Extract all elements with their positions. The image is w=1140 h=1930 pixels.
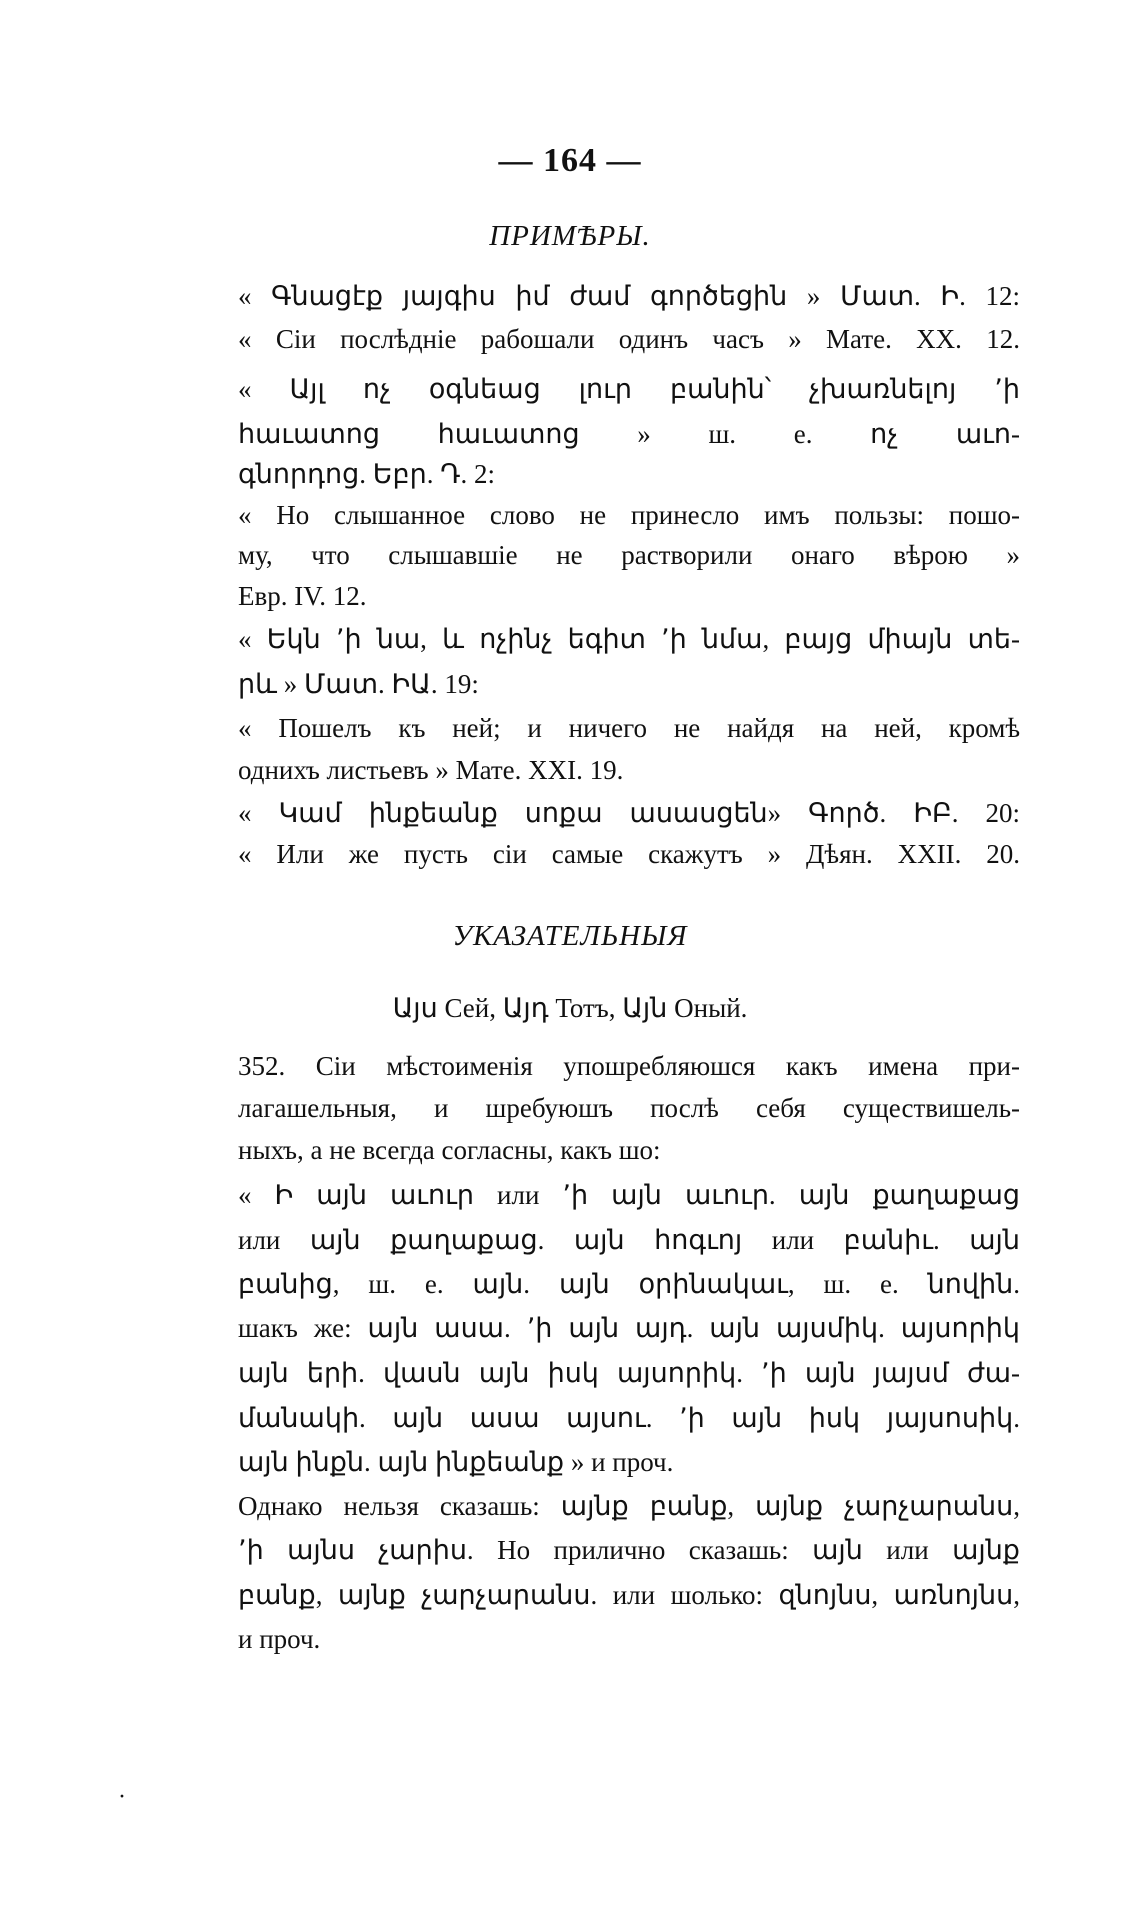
text-line: шакъ же: այն ասա. ՚ի այն այդ. այն այսմիկ. այսորիկ — [238, 1313, 1020, 1343]
text-line: այն ինքն. այն ինքեանք » и проч. — [238, 1447, 674, 1477]
text-line: и проч. — [238, 1624, 321, 1654]
text-line: « Այլ ոչ օգնեաց լուր բանին՝ չխառնելոյ ՚ի — [238, 374, 1020, 404]
text-line: բանք, այնք չարչարանս. или шолько: զնոյնս, առնոյնս, — [238, 1580, 1020, 1610]
text-line: му, что слышавшіе не растворили онаго вѣрою » — [238, 540, 1020, 570]
text-line: « Եկն ՚ի նա, և ոչինչ եգիտ ՚ի նմա, բայց միայն տե- — [238, 624, 1020, 654]
heading-demonstrative: УКАЗАТЕЛЬНЫЯ — [452, 920, 688, 952]
text-line: հաւատոց հաւատոց » ш. е. ոչ աւո- — [238, 419, 1020, 449]
text-line: « Но слышанное слово не принесло имъ пользы: пошо- — [238, 500, 1020, 530]
text-line: « Գնացէք յայգիս իմ ժամ գործեցին » Մատ. Ի. 12: — [238, 281, 1020, 311]
heading-examples: ПРИМѢРЫ. — [489, 220, 651, 252]
text-line: лагашельныя, и шребуюшъ послѣ себя существишель- — [238, 1093, 1020, 1123]
text-line: բանից, ш. е. այն. այն օրինակաւ, ш. е. նովին. — [238, 1269, 1020, 1299]
text-line: или այն քաղաքաց. այն հոգւոյ или բանիւ. այն — [238, 1225, 1020, 1255]
text-line: « Կամ ինքեանք սոքա ասասցեն» Գործ. ԻԲ. 20: — [238, 798, 1020, 828]
text-line: ՚ի այնս չարիս. Но прилично сказашь: այն или այնք — [238, 1535, 1020, 1565]
text-line: « Пошелъ къ ней; и ничего не найдя на ней, кромѣ — [238, 713, 1020, 743]
text-line: մանակի. այն ասա այսու. ՚ի այն իսկ յայսոսիկ. — [238, 1403, 1020, 1433]
pronoun-list: Այս Сей, Այդ Тотъ, Այն Оный. — [392, 993, 748, 1023]
text-line: « Ի այն աւուր или ՚ի այն աւուր. այն քաղաքաց — [238, 1180, 1020, 1210]
text-line: « Или же пусть сіи самые скажутъ » Дѣян. XXII. 20. — [238, 839, 1020, 869]
text-line: « Сіи послѣдніе рабошали одинъ часъ » Мате. XX. 12. — [238, 324, 1020, 354]
text-line: однихъ листьевъ » Мате. XXI. 19. — [238, 755, 624, 785]
text-line: Евр. IV. 12. — [238, 581, 367, 611]
text-line: գնորդոց. Եբր. Դ. 2: — [238, 459, 496, 489]
text-line: րև » Մատ. ԻԱ. 19: — [238, 669, 479, 699]
page-number: — 164 — — [498, 142, 642, 179]
text-line: 352. Сіи мѣстоименія упошребляюшся какъ имена при- — [238, 1051, 1020, 1081]
text-line: այն երի. վասն այն իսկ այսորիկ. ՚ի այն յայսմ ժա- — [238, 1358, 1020, 1388]
stray-mark: · — [118, 1784, 126, 1810]
text-line: Однако нельзя сказашь: այնք բանք, այնք չարչարանս, — [238, 1491, 1020, 1521]
text-line: ныхъ, а не всегда согласны, какъ шо: — [238, 1135, 661, 1165]
